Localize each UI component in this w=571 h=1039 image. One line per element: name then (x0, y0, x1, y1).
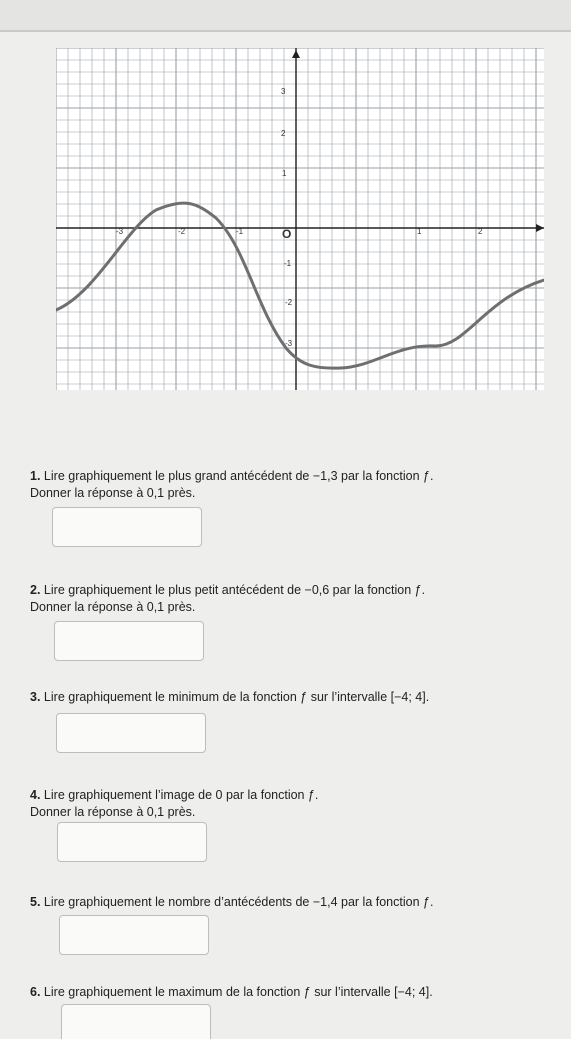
question-4 (30, 787, 550, 821)
y-tick-label: -2 (285, 298, 293, 307)
question-1 (30, 468, 550, 502)
answer-input-2[interactable] (54, 621, 204, 661)
top-bar (0, 0, 571, 32)
question-text: Lire graphiquement le nombre d’antécédents de −1,4 par la fonction ƒ. (43, 895, 434, 909)
x-tick-label: -2 (178, 227, 186, 236)
graph-grid (56, 48, 544, 390)
y-tick-label: 2 (281, 129, 286, 138)
x-axis-arrow-icon (536, 224, 544, 232)
question-2 (30, 582, 550, 616)
answer-input-3[interactable] (56, 713, 206, 753)
question-instruction: Donner la réponse à 0,1 près. (30, 805, 196, 819)
question-number: 4. (30, 788, 41, 802)
question-text: Lire graphiquement le maximum de la fonction ƒ sur l’intervalle [−4; 4]. (43, 985, 433, 999)
question-number: 6. (30, 985, 41, 999)
y-axis-arrow-icon (292, 50, 300, 58)
origin-label: O (282, 227, 292, 241)
question-text: Lire graphiquement le plus petit antécédent de −0,6 par la fonction ƒ. (43, 583, 426, 597)
answer-input-1[interactable] (52, 507, 202, 547)
answer-input-5[interactable] (59, 915, 209, 955)
graph-axes (56, 48, 544, 390)
question-text: Lire graphiquement le plus grand antécédent de −1,3 par la fonction ƒ. (43, 469, 434, 483)
question-instruction: Donner la réponse à 0,1 près. (30, 486, 196, 500)
x-tick-label: 1 (417, 227, 422, 236)
y-tick-label: -1 (284, 259, 292, 268)
answer-input-6[interactable] (61, 1004, 211, 1039)
question-5 (30, 894, 550, 911)
question-text: Lire graphiquement l’image de 0 par la fonction ƒ. (43, 788, 319, 802)
question-instruction: Donner la réponse à 0,1 près. (30, 600, 196, 614)
graph-svg (56, 48, 544, 390)
question-number: 5. (30, 895, 41, 909)
x-tick-label: -3 (116, 227, 124, 236)
y-tick-label: -3 (285, 339, 293, 348)
y-tick-label: 3 (281, 87, 286, 96)
x-tick-label: 2 (478, 227, 483, 236)
question-number: 2. (30, 583, 41, 597)
question-number: 1. (30, 469, 41, 483)
question-6 (30, 984, 550, 1001)
x-tick-label: -1 (236, 227, 244, 236)
y-tick-label: 1 (282, 169, 287, 178)
question-text: Lire graphiquement le minimum de la fonction ƒ sur l’intervalle [−4; 4]. (43, 690, 430, 704)
function-graph (56, 48, 544, 390)
question-3 (30, 689, 550, 706)
answer-input-4[interactable] (57, 822, 207, 862)
question-number: 3. (30, 690, 41, 704)
